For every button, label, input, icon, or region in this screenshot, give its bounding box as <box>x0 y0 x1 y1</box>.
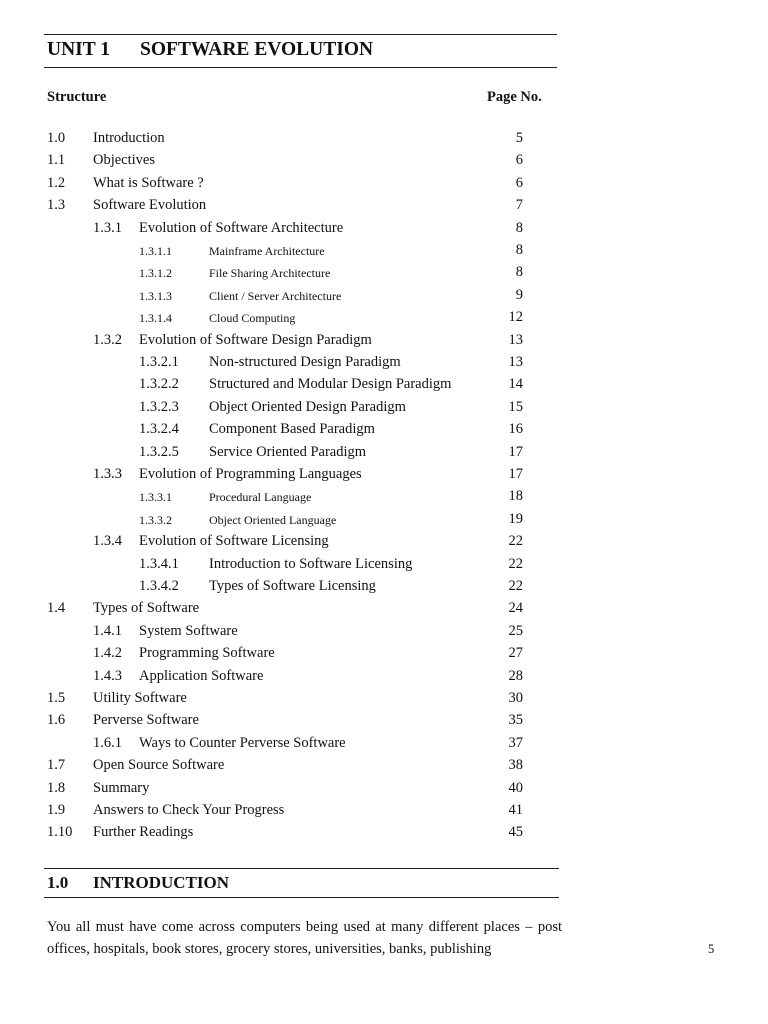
toc-entry <box>0 668 600 690</box>
toc-entry-page: 6 <box>515 174 523 191</box>
toc-entry-page: 13 <box>508 331 523 348</box>
toc-entry-title: Types of Software Licensing <box>209 578 376 594</box>
toc-entry <box>0 309 600 331</box>
toc-entry-page: 27 <box>508 645 523 662</box>
toc-entry-page: 15 <box>508 398 523 415</box>
toc-entry-title: Object Oriented Design Paradigm <box>209 398 406 415</box>
toc-entry-page: 35 <box>508 712 523 729</box>
toc-entry-number: 1.3.3.2 <box>139 512 172 527</box>
section-header <box>44 868 559 898</box>
toc-entry-number: 1.4.1 <box>93 622 122 639</box>
toc-entry-number: 1.3.1.1 <box>139 244 172 258</box>
toc-entry <box>0 735 600 757</box>
page-no-label: Page No. <box>487 89 542 105</box>
toc-entry-number: 1.1 <box>47 152 66 169</box>
toc-entry-title: Cloud Computing <box>209 311 296 326</box>
toc-entry-number: 1.3.2.3 <box>139 398 179 415</box>
toc-entry <box>0 130 600 152</box>
toc-entry-page: 28 <box>508 667 523 684</box>
unit-title: SOFTWARE EVOLUTION <box>140 39 374 60</box>
toc-entry-number: 1.4.2 <box>93 645 122 662</box>
toc-entry <box>0 533 600 555</box>
toc-entry <box>0 578 600 600</box>
toc-entry-number: 1.3.1 <box>93 219 122 236</box>
toc-entry-title: Ways to Counter Perverse Software <box>139 734 346 751</box>
toc-entry <box>0 175 600 197</box>
toc-entry-title: Object Oriented Language <box>209 512 337 527</box>
toc-entry-page: 40 <box>508 779 523 796</box>
toc-entry-page: 17 <box>508 466 523 482</box>
toc-entry-number: 1.7 <box>47 757 66 774</box>
toc-entry-title: Evolution of Software Design Paradigm <box>139 331 372 348</box>
toc-entry-page: 16 <box>508 421 523 438</box>
toc-entry-number: 1.3.1.4 <box>139 311 172 326</box>
toc-entry-title: Programming Software <box>139 645 275 662</box>
toc-entry <box>0 802 600 824</box>
toc-entry-number: 1.3.4.2 <box>139 578 179 594</box>
toc-entry-page: 13 <box>508 354 523 370</box>
toc-entry-page: 8 <box>515 242 523 258</box>
toc-entry-page: 38 <box>508 757 523 774</box>
toc-entry <box>0 376 600 398</box>
toc-entry-page: 37 <box>508 734 523 751</box>
toc-entry-title: Types of Software <box>93 600 200 617</box>
toc-entry-title: Service Oriented Paradigm <box>209 443 367 460</box>
toc-entry <box>0 242 600 264</box>
toc-entry-page: 24 <box>508 600 523 617</box>
toc-entry-title: Non-structured Design Paradigm <box>209 354 401 370</box>
toc-entry <box>0 757 600 779</box>
toc-entry-number: 1.10 <box>47 824 73 841</box>
toc-entry-number: 1.3 <box>47 197 66 214</box>
toc-entry-title: Structured and Modular Design Paradigm <box>209 376 452 393</box>
toc-entry-title: Client / Server Architecture <box>209 288 342 303</box>
toc-entry-page: 9 <box>515 286 523 303</box>
toc-entry-page: 5 <box>515 130 523 146</box>
toc-entry-number: 1.3.2.5 <box>139 443 179 460</box>
toc-entry-title: Evolution of Software Architecture <box>139 219 344 236</box>
toc-entry-number: 1.3.2 <box>93 331 122 348</box>
toc-entry-page: 18 <box>508 488 523 505</box>
toc-entry <box>0 354 600 376</box>
toc-entry <box>0 332 600 354</box>
toc-entry <box>0 623 600 645</box>
toc-entry-page: 12 <box>508 309 523 326</box>
toc-entry <box>0 444 600 466</box>
toc-entry-number: 1.4.3 <box>93 667 122 684</box>
toc-entry-title: Procedural Language <box>209 490 312 505</box>
toc-entry-title: Further Readings <box>93 824 194 841</box>
toc-entry-page: 14 <box>508 376 523 393</box>
toc-entry <box>0 712 600 734</box>
toc-entry-number: 1.5 <box>47 690 66 706</box>
toc-entry-number: 1.4 <box>47 600 66 617</box>
toc-entry-title: Open Source Software <box>93 757 225 774</box>
toc-entry <box>0 511 600 533</box>
toc-entry-page: 30 <box>508 690 523 706</box>
toc-entry-title: Perverse Software <box>93 712 199 729</box>
toc-entry-number: 1.3.4.1 <box>139 555 179 572</box>
toc-entry-page: 8 <box>515 219 523 236</box>
toc-entry <box>0 421 600 443</box>
toc-entry-title: Component Based Paradigm <box>209 421 375 438</box>
toc-entry-title: Introduction to Software Licensing <box>209 555 413 572</box>
toc-entry-title: Summary <box>93 779 150 796</box>
toc-entry <box>0 152 600 174</box>
toc-entry-number: 1.3.2.2 <box>139 376 179 393</box>
toc-entry-number: 1.3.2.4 <box>139 421 179 438</box>
toc-entry-title: Evolution of Programming Languages <box>139 466 362 482</box>
toc-entry-title: Answers to Check Your Progress <box>93 802 285 818</box>
toc-entry-title: Application Software <box>139 667 264 684</box>
toc-entry <box>0 780 600 802</box>
toc-entry <box>0 197 600 219</box>
body-paragraph: You all must have come across computers being used at many different places – post offices, hospitals, book stores, grocery stores, universities, banks, publishing <box>47 919 562 957</box>
toc-entry-page: 17 <box>508 443 523 460</box>
toc-entry-title: Evolution of Software Licensing <box>139 533 329 550</box>
section-number: 1.0 <box>47 873 69 892</box>
toc-entry-page: 6 <box>515 152 523 169</box>
toc-entry-number: 1.9 <box>47 802 66 818</box>
toc-entry-title: File Sharing Architecture <box>209 266 331 281</box>
toc-entry <box>0 264 600 286</box>
toc-entry-number: 1.3.3 <box>93 466 122 482</box>
toc-entry-number: 1.8 <box>47 779 66 796</box>
toc-entry-title: System Software <box>139 622 238 639</box>
structure-label: Structure <box>47 89 107 105</box>
toc-entry-title: Utility Software <box>93 690 187 706</box>
toc-entry <box>0 220 600 242</box>
toc-entry-number: 1.3.1.3 <box>139 288 172 303</box>
toc-entry-title: Software Evolution <box>93 197 207 214</box>
toc-entry-page: 41 <box>508 802 523 818</box>
unit-number: UNIT 1 <box>47 39 111 60</box>
toc-entry-page: 19 <box>508 510 523 527</box>
page-number: 5 <box>708 942 715 956</box>
toc-entry-number: 1.0 <box>47 130 66 146</box>
toc-entry-number: 1.2 <box>47 174 66 191</box>
toc-entry <box>0 556 600 578</box>
toc-entry <box>0 645 600 667</box>
toc-entry-page: 25 <box>508 622 523 639</box>
toc-entry <box>0 466 600 488</box>
toc-entry-title: Objectives <box>93 152 156 169</box>
toc-entry-page: 7 <box>515 197 523 214</box>
toc-entry <box>0 824 600 846</box>
toc-entry-title: Mainframe Architecture <box>209 244 325 258</box>
toc-entry-number: 1.3.4 <box>93 533 122 550</box>
toc-entry-page: 22 <box>508 578 523 594</box>
toc-entry-page: 8 <box>515 264 523 281</box>
toc-entry-title: What is Software ? <box>93 174 204 191</box>
toc-entry-page: 22 <box>508 555 523 572</box>
toc-entry-number: 1.3.2.1 <box>139 354 179 370</box>
toc-entry <box>0 399 600 421</box>
toc-entry <box>0 690 600 712</box>
toc-entry-number: 1.6.1 <box>93 734 122 751</box>
toc-entry-number: 1.3.1.2 <box>139 266 172 281</box>
toc-entry <box>0 488 600 510</box>
section-title: INTRODUCTION <box>93 873 230 892</box>
toc-entry <box>0 600 600 622</box>
toc-entry-page: 45 <box>508 824 523 841</box>
toc-entry-title: Introduction <box>93 130 165 146</box>
toc-entry-page: 22 <box>508 533 523 550</box>
toc-entry <box>0 287 600 309</box>
toc-entry-number: 1.6 <box>47 712 66 729</box>
toc-entry-number: 1.3.3.1 <box>139 490 172 505</box>
